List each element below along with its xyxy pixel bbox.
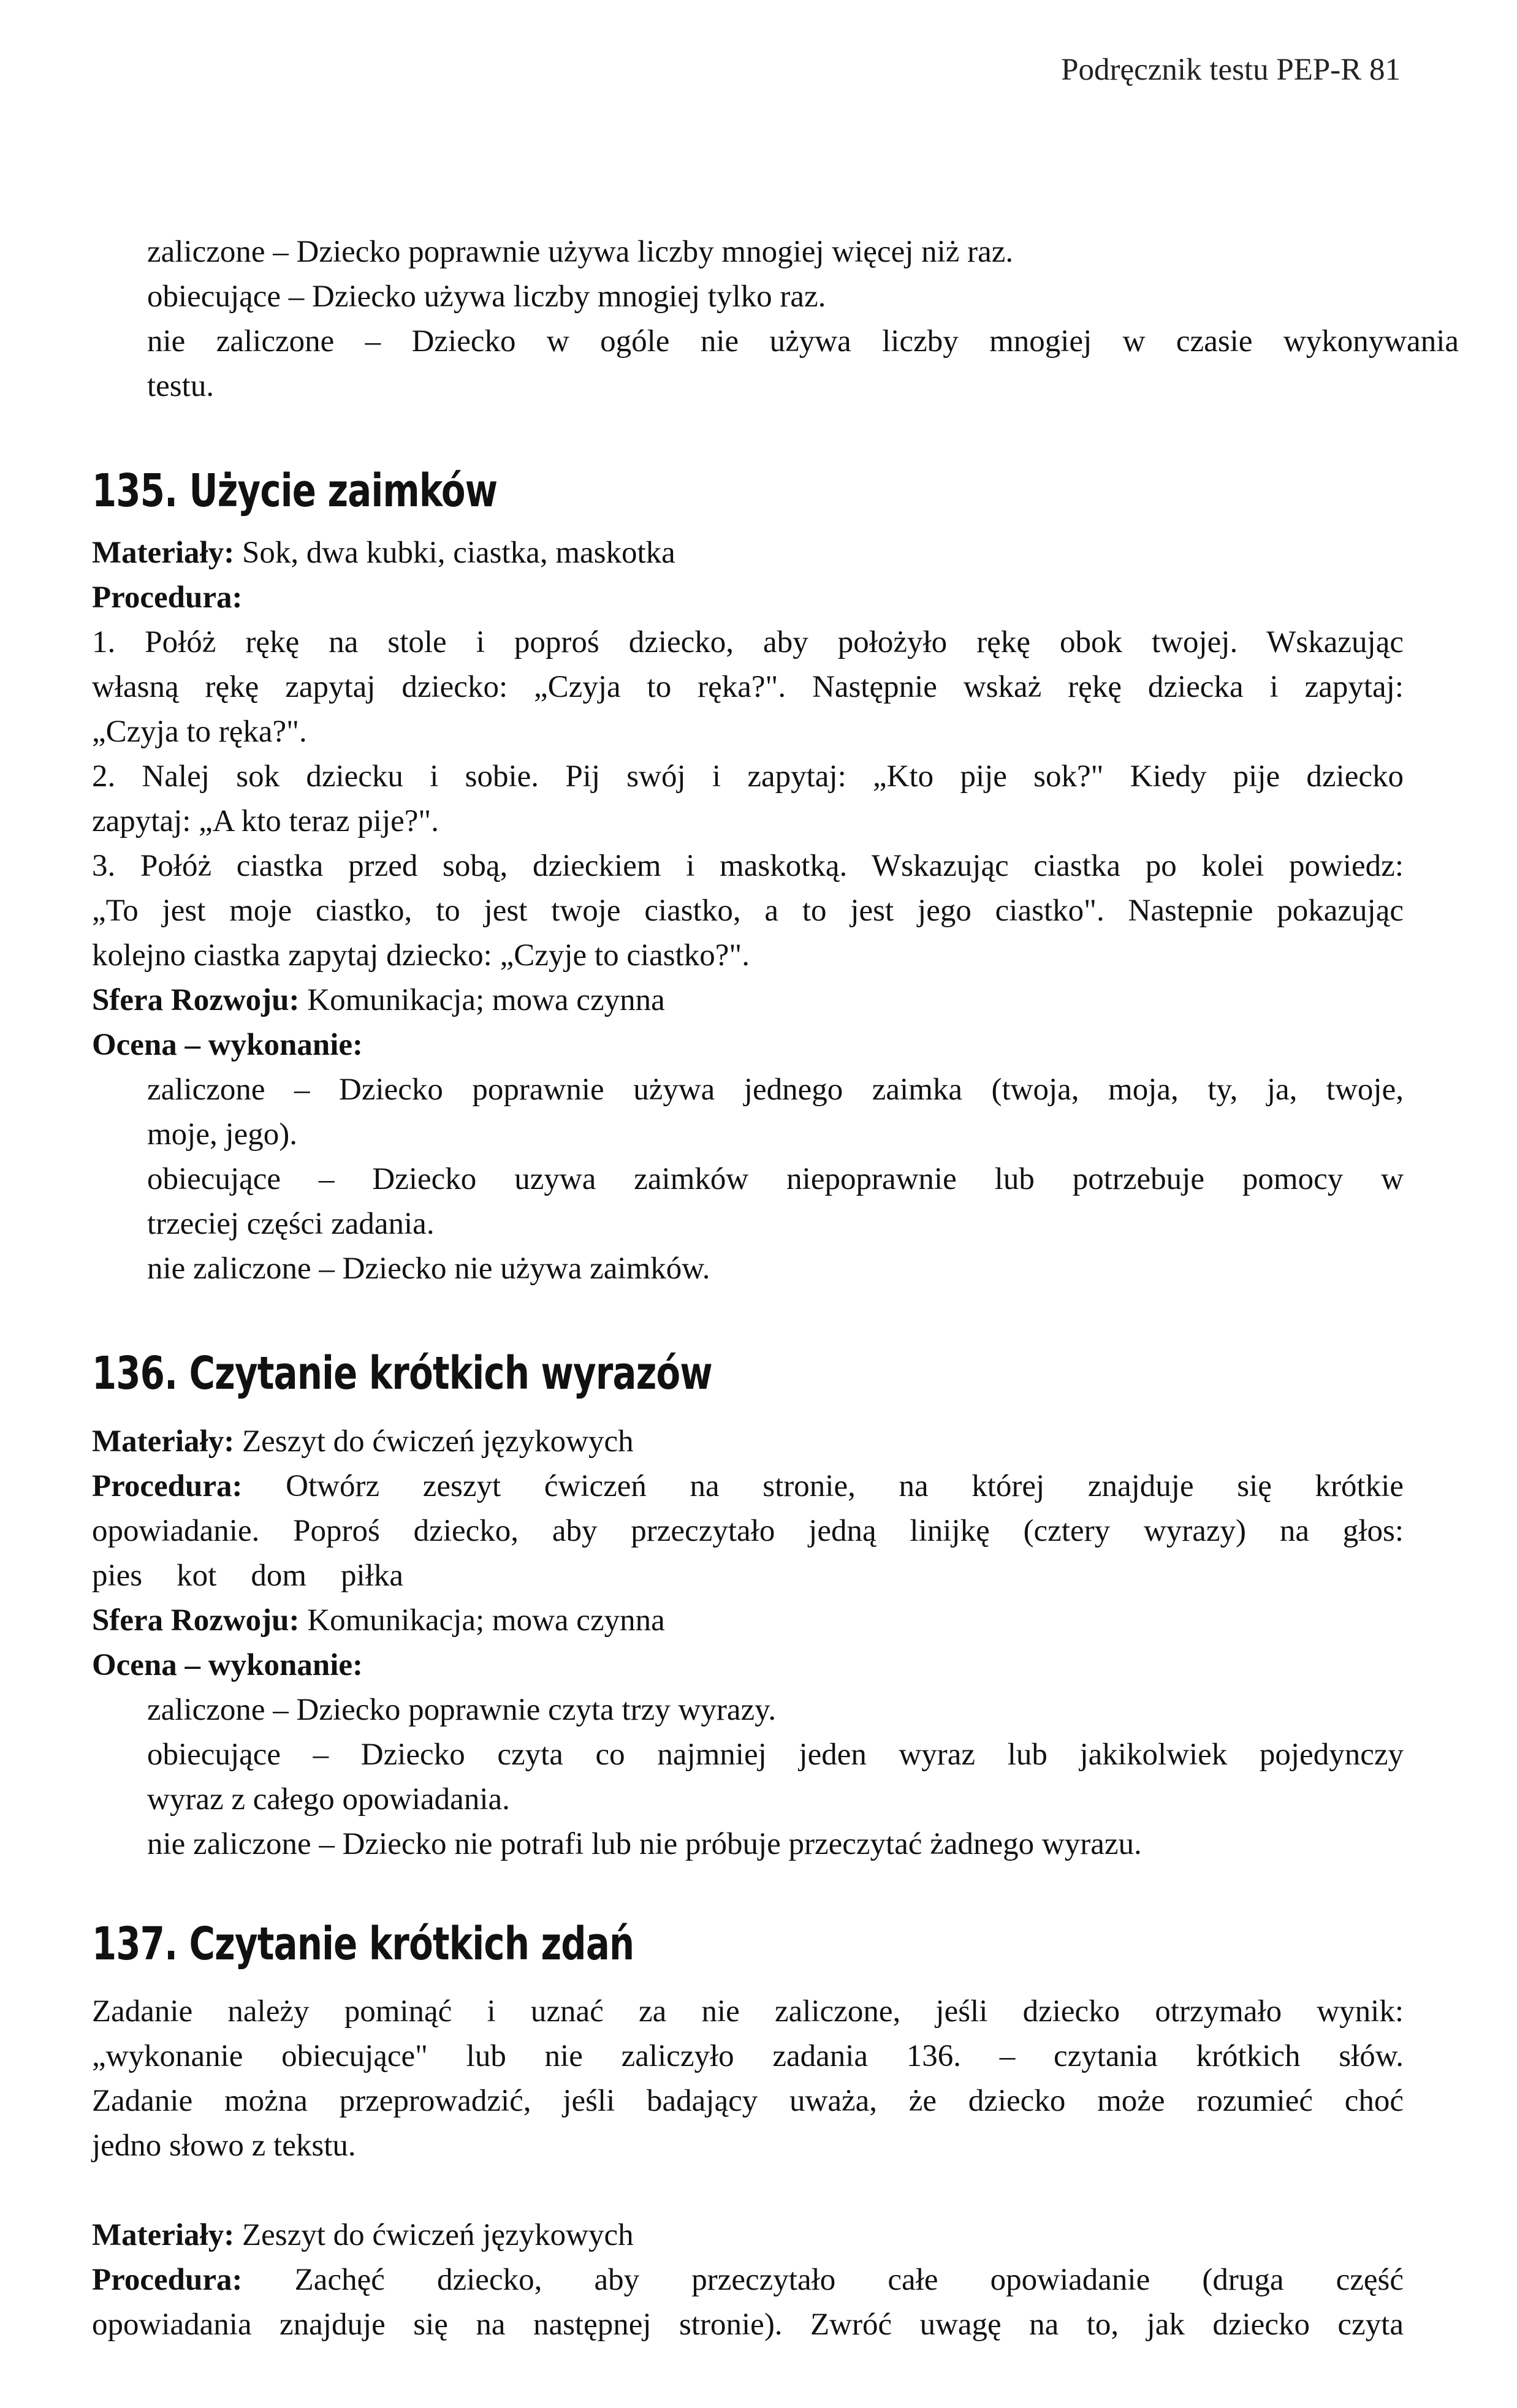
evaluation-label: Ocena – wykonanie:	[92, 1028, 363, 1062]
intro-line: Zadanie można przeprowadzić, jeśli badający uważa, że dziecko może rozumieć choć	[92, 2084, 1404, 2118]
procedure-text: Zachęć dziecko, aby przeczytało całe opowiadanie (druga część	[294, 2263, 1404, 2297]
procedure-line: 1. Połóż rękę na stole i poproś dziecko, aby położyło rękę obok twojej. Wskazując	[92, 625, 1404, 659]
word-list	[92, 1554, 1404, 1598]
sphere-label: Sfera Rozwoju:	[92, 1603, 300, 1638]
eval-emerging: wyraz z całego opowiadania.	[147, 1782, 510, 1817]
procedure-line: własną rękę zapytaj dziecko: „Czyja to ręka?". Następnie wskaż rękę dziecka i zapytaj:	[92, 670, 1404, 704]
intro-line: „wykonanie obiecujące" lub nie zaliczyło zadania 136. – czytania krótkich słów.	[92, 2039, 1404, 2073]
procedure-line: kolejno ciastka zapytaj dziecko: „Czyje to ciastko?".	[92, 938, 750, 973]
procedure-line	[92, 1464, 1404, 1509]
sphere-line	[92, 978, 1404, 1023]
eval-emerging: trzeciej części zadania.	[147, 1207, 435, 1241]
procedure-line: opowiadanie. Poproś dziecko, aby przeczytało jedną linijkę (cztery wyrazy) na głos:	[92, 1514, 1404, 1548]
procedure-line: zapytaj: „A kto teraz pije?".	[92, 804, 439, 838]
materials-line	[92, 531, 1404, 575]
procedure-line: „To jest moje ciastko, to jest twoje ciastko, a to jest jego ciastko". Nastepnie pokazując	[92, 894, 1404, 928]
materials-text: Sok, dwa kubki, ciastka, maskotka	[241, 536, 675, 570]
eval-failed: nie zaliczone – Dziecko nie używa zaimków.	[147, 1251, 710, 1286]
item-137-heading: 137. Czytanie krótkich zdań	[92, 1918, 634, 1970]
materials-label: Materiały:	[92, 1424, 235, 1459]
intro-line: Zadanie należy pominąć i uznać za nie zaliczone, jeśli dziecko otrzymało wynik:	[92, 1994, 1404, 2029]
procedure-label: Procedura:	[92, 580, 243, 615]
procedure-line: 3. Połóż ciastka przed sobą, dzieckiem i maskotką. Wskazując ciastka po kolei powiedz:	[92, 849, 1404, 883]
word: kot	[177, 1559, 217, 1593]
evaluation-list	[92, 1688, 1404, 1867]
materials-line	[92, 2213, 1404, 2258]
item-136-body	[92, 1419, 1404, 1867]
word: pies	[92, 1559, 143, 1593]
evaluation-list	[92, 1068, 1404, 1291]
procedure-label: Procedura:	[92, 1469, 243, 1503]
procedure-line	[92, 2258, 1404, 2303]
eval-failed: nie zaliczone – Dziecko nie potrafi lub nie próbuje przeczytać żadnego wyrazu.	[147, 1827, 1142, 1861]
materials-label: Materiały:	[92, 2218, 235, 2252]
eval-failed-line: nie zaliczone – Dziecko w ogóle nie używa liczby mnogiej w czasie wykonywania	[147, 324, 1459, 359]
item-135-body	[92, 531, 1404, 1291]
procedure-line: „Czyja to ręka?".	[92, 715, 307, 749]
running-header: Podręcznik testu PEP-R 81	[1061, 53, 1401, 87]
materials-label: Materiały:	[92, 536, 235, 570]
eval-emerging: obiecujące – Dziecko uzywa zaimków niepoprawnie lub potrzebuje pomocy w	[147, 1162, 1404, 1196]
sphere-label: Sfera Rozwoju:	[92, 983, 300, 1017]
sphere-text: Komunikacja; mowa czynna	[307, 1603, 665, 1638]
eval-passed: zaliczone – Dziecko poprawnie używa jednego zaimka (twoja, moja, ty, ja, twoje,	[147, 1073, 1404, 1107]
procedure-text: Otwórz zeszyt ćwiczeń na stronie, na której znajduje się krótkie	[286, 1469, 1404, 1503]
previous-item-evaluation	[92, 230, 1459, 409]
item-137-intro	[92, 1989, 1404, 2168]
materials-line	[92, 1419, 1404, 1464]
eval-passed: zaliczone – Dziecko poprawnie czyta trzy wyrazy.	[147, 1693, 777, 1727]
intro-line: jedno słowo z tekstu.	[92, 2129, 356, 2163]
sphere-line	[92, 1598, 1404, 1643]
procedure-line: 2. Nalej sok dziecku i sobie. Pij swój i zapytaj: „Kto pije sok?" Kiedy pije dziecko	[92, 759, 1404, 794]
eval-passed: zaliczone – Dziecko poprawnie używa liczby mnogiej więcej niż raz.	[147, 235, 1014, 269]
sphere-text: Komunikacja; mowa czynna	[307, 983, 665, 1017]
item-135-heading: 135. Użycie zaimków	[92, 465, 498, 517]
word: piłka	[341, 1559, 403, 1593]
materials-text: Zeszyt do ćwiczeń językowych	[241, 2218, 634, 2252]
eval-failed-line: testu.	[147, 369, 215, 403]
item-137-body	[92, 2213, 1404, 2347]
eval-emerging: obiecujące – Dziecko czyta co najmniej jeden wyraz lub jakikolwiek pojedynczy	[147, 1738, 1404, 1772]
procedure-line: opowiadania znajduje się na następnej stronie). Zwróć uwagę na to, jak dziecko czyta	[92, 2307, 1404, 2342]
procedure-label: Procedura:	[92, 2263, 243, 2297]
eval-emerging: obiecujące – Dziecko używa liczby mnogiej tylko raz.	[147, 279, 826, 314]
materials-text: Zeszyt do ćwiczeń językowych	[241, 1424, 634, 1459]
evaluation-label: Ocena – wykonanie:	[92, 1648, 363, 1682]
eval-passed: moje, jego).	[147, 1117, 298, 1152]
item-136-heading: 136. Czytanie krótkich wyrazów	[92, 1347, 712, 1400]
word: dom	[251, 1559, 306, 1593]
